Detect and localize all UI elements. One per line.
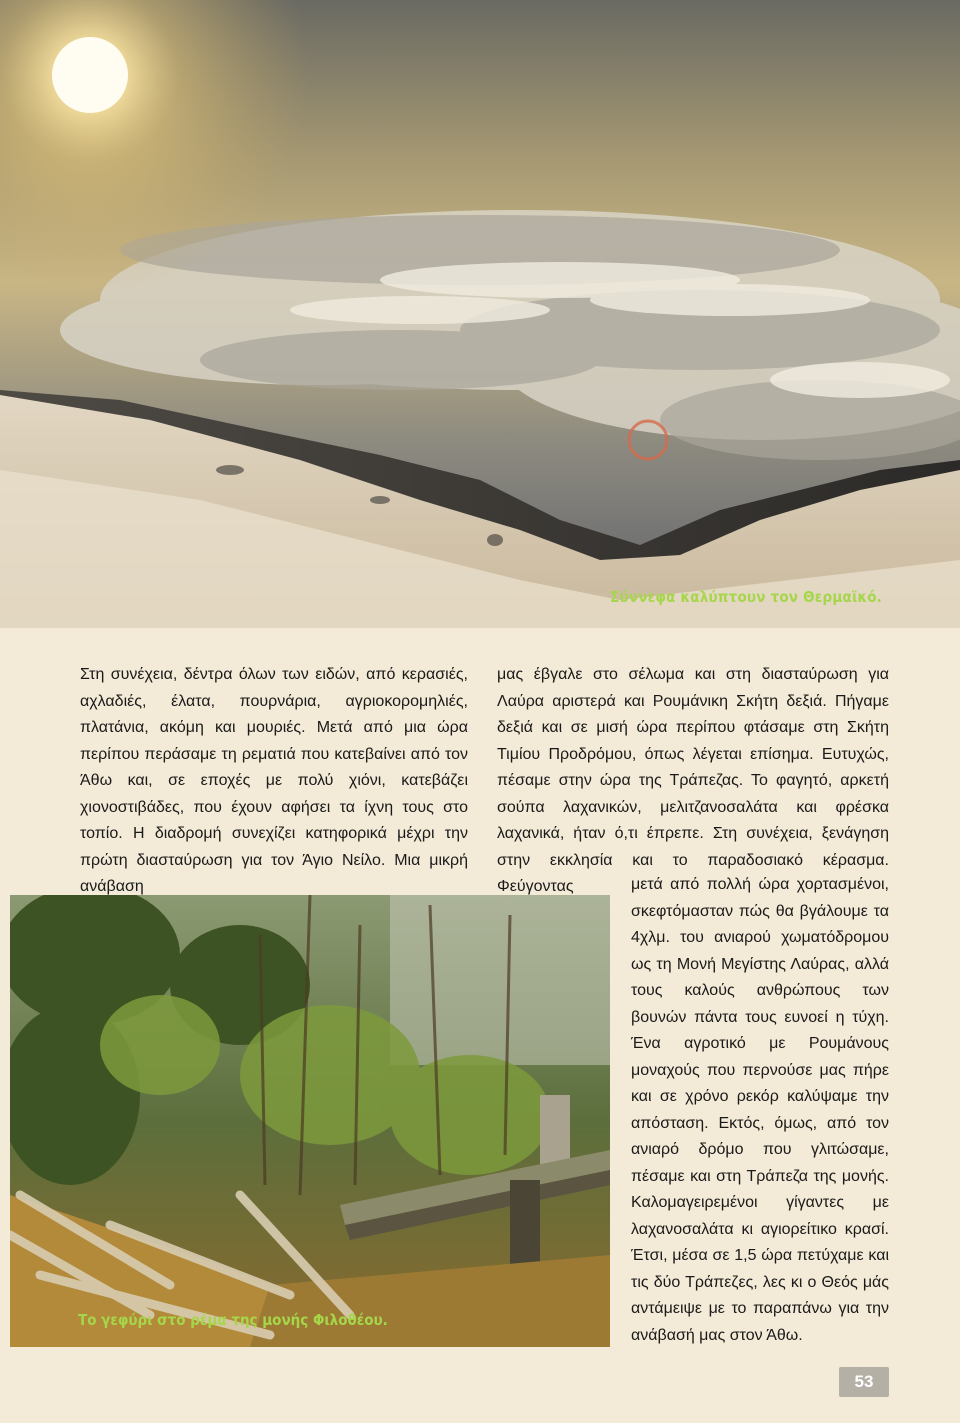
page-number: 53	[839, 1367, 889, 1397]
forest-bridge-photo	[10, 895, 610, 1347]
article-column-right-continued	[631, 872, 889, 1349]
forest-bridge-illustration	[10, 895, 610, 1347]
sunset-clouds-illustration	[0, 0, 960, 628]
paragraph: μας έβγαλε στο σέλωμα και στη διασταύρωση για Λαύρα αριστερά και Ρουμάνικη Σκήτη δεξιά. Πήγαμε δεξιά και σε μισή ώρα περίπου φτάσαμε στη Σκήτη Τιμίου Προδρόμου, όπως λέγεται επίσημα. Ευτυχώς, πέσαμε στην ώρα της Τράπεζας. Το φαγητό, αρκετή σούπα λαχανικών, μελιτζανοσαλάτα και φρέσκα λαχανικά, ήταν ό,τι έπρεπε. Στη συνέχεια, ξενάγηση στην εκκλησία και το παραδοσιακό κέρασμα. Φεύγοντας	[497, 666, 889, 895]
article-column-right	[497, 662, 889, 901]
article-column-left	[80, 662, 468, 901]
forest-caption: Το γεφύρι στο ρέμα της μονής Φιλοθέου.	[78, 1311, 388, 1329]
hero-photo	[0, 0, 960, 628]
paragraph: Στη συνέχεια, δέντρα όλων των ειδών, από κερασιές, αχλαδιές, έλατα, πουρνάρια, αγριοκορομηλιές, πλατάνια, ακόμη και μουριές. Μετά από μια ώρα περίπου περάσαμε τη ρεματιά που κατεβαίνει από τον Άθω και, σε εποχές με πολύ χιόνι, κατεβάζει χιονοστιβάδες, που έχουν αφήσει τα ίχνη τους στο τοπίο. Η διαδρομή συνεχίζει κατηφορικά μέχρι την πρώτη διασταύρωση για τον Άγιο Νείλο. Μια μικρή ανάβαση	[80, 666, 468, 895]
paragraph: μετά από πολλή ώρα χορτασμένοι, σκεφτόμασταν πώς θα βγάλουμε τα 4χλμ. του ανιαρού χωματόδρομου ως τη Μονή Μεγίστης Λαύρας, αλλά τους καλούς ανθρώπους των βουνών πάντα τους ευνοεί η τύχη. Ένα αγροτικό με Ρουμάνους μοναχούς που περνούσε μας πήρε και σε χρόνο ρεκόρ καλύψαμε την απόσταση. Εκτός, όμως, από τον ανιαρό δρόμο που γλιτώσαμε, πέσαμε και στη Τράπεζα της μονής. Καλομαγειρεμένοι γίγαντες με λαχανοσαλάτα κι αγιορείτικο κρασί. Έτσι, μέσα σε 1,5 ώρα πετύχαμε και τις δύο Τράπεζες, λες κι ο Θεός μάς αντάμειψε με το παραπάνω για την ανάβασή μας στον Άθω.	[631, 876, 889, 1344]
hero-caption: Σύννεφα καλύπτουν τον Θερμαϊκό.	[610, 588, 882, 606]
